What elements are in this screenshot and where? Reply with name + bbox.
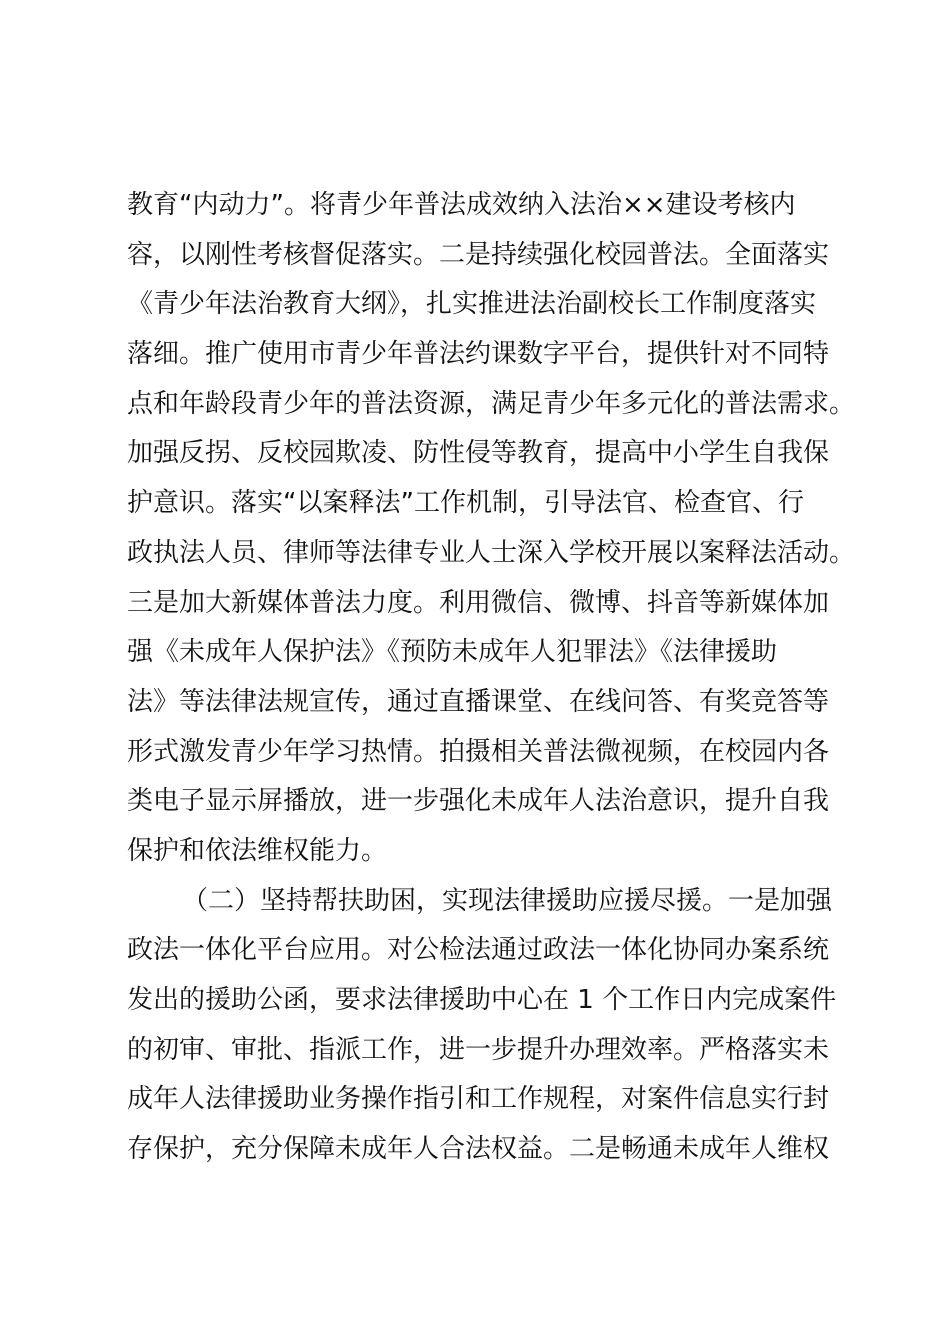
text-line: 保护和依法维权能力。	[127, 835, 388, 866]
text-line: 强《未成年人保护法》《预防未成年人犯罪法》《法律援助	[127, 637, 778, 668]
text-line: 法》等法律法规宣传，通过直播课堂、在线问答、有奖竞答等	[127, 686, 830, 717]
text-line: 政法一体化平台应用。对公检法通过政法一体化协同办案系统	[127, 935, 830, 966]
text-line: 《青少年法治教育大纲》，扎实推进法治副校长工作制度落实	[127, 289, 817, 320]
text-line: 形式激发青少年学习热情。拍摄相关普法微视频，在校园内各	[127, 736, 830, 767]
text-line: 发出的援助公函，要求法律援助中心在 1 个工作日内完成案件	[127, 985, 837, 1015]
section-heading-line: （二）坚持帮扶助困，实现法律援助应援尽援。一是加强	[182, 885, 833, 916]
body-text	[127, 181, 856, 1175]
text-line: 的初审、审批、指派工作，进一步提升办理效率。严格落实未	[127, 1034, 830, 1065]
text-line: 护意识。落实“以案释法”工作机制，引导法官、检查官、行	[127, 488, 804, 519]
text-line: 落细。推广使用市青少年普法约课数字平台，提供针对不同特	[127, 339, 830, 370]
text-line: 容，以刚性考核督促落实。二是持续强化校园普法。全面落实	[127, 239, 830, 270]
text-line: 政执法人员、律师等法律专业人士深入学校开展以案释法活动。	[127, 537, 856, 568]
text-line: 加强反拐、反校园欺凌、防性侵等教育，提高中小学生自我保	[127, 438, 830, 469]
text-line: 点和年龄段青少年的普法资源，满足青少年多元化的普法需求。	[127, 388, 856, 419]
text-line: 存保护，充分保障未成年人合法权益。二是畅通未成年人维权	[127, 1134, 830, 1165]
text-line: 成年人法律援助业务操作指引和工作规程，对案件信息实行封	[127, 1084, 830, 1115]
text-line: 三是加大新媒体普法力度。利用微信、微博、抖音等新媒体加	[127, 587, 830, 618]
text-line: 类电子显示屏播放，进一步强化未成年人法治意识，提升自我	[127, 786, 830, 817]
text-line: 教育“内动力”。将青少年普法成效纳入法治××建设考核内	[127, 190, 796, 220]
